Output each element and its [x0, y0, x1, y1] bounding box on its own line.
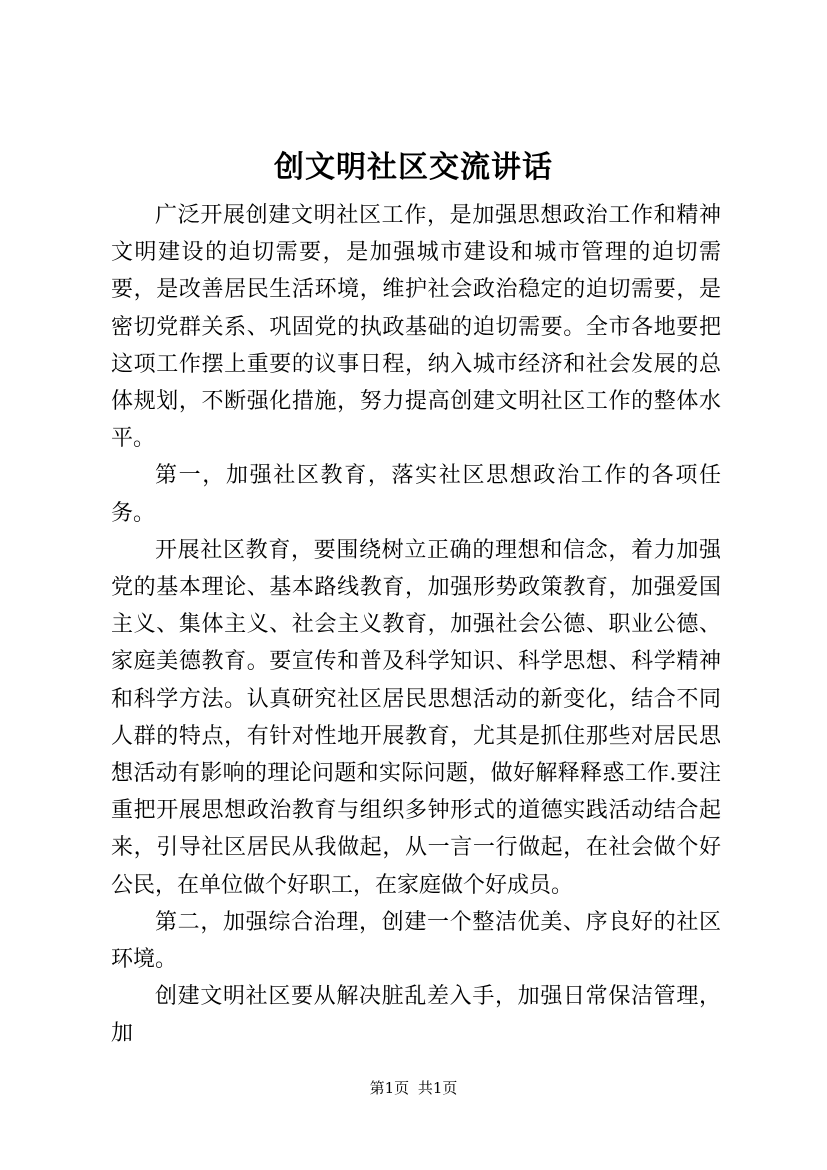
paragraph: 开展社区教育，要围绕树立正确的理想和信念，着力加强党的基本理论、基本路线教育，加强形势政策教育，加强爱国主义、集体主义、社会主义教育，加强社会公德、职业公德、家庭美德教育。要宣传和普及科学知识、科学思想、科学精神和科学方法。认真研究社区居民思想活动的新变化，结合不同人群的特点，有针对性地开展教育，尤其是抓住那些对居民思想活动有影响的理论问题和实际问题，做好解释释惑工作.要注重把开展思想政治教育与组织多钟形式的道德实践活动结合起来，引导社区居民从我做起，从一言一行做起，在社会做个好公民，在单位做个好职工，在家庭做个好成员。: [111, 537, 721, 898]
paragraph: 第一，加强社区教育，落实社区思想政治工作的各项任务。: [111, 463, 721, 526]
paragraph: 广泛开展创建文明社区工作，是加强思想政治工作和精神文明建设的迫切需要，是加强城市建设和城市管理的迫切需要，是改善居民生活环境，维护社会政治稳定的迫切需要，是密切党群关系、巩固党的执政基础的迫切需要。全市各地要把这项工作摆上重要的议事日程，纳入城市经济和社会发展的总体规划，不断强化措施，努力提高创建文明社区工作的整体水平。: [111, 203, 721, 452]
paragraph: 创建文明社区要从解决脏乱差入手，加强日常保洁管理，加: [111, 984, 721, 1047]
paragraph: 第二，加强综合治理，创建一个整洁优美、序良好的社区环境。: [111, 909, 721, 973]
page-footer: [0, 1078, 827, 1098]
document-title: 创文明社区交流讲话: [274, 150, 553, 185]
page-number: 第1页: [369, 1079, 410, 1097]
document-body: [111, 197, 721, 1053]
page-total: 共1页: [417, 1079, 458, 1097]
